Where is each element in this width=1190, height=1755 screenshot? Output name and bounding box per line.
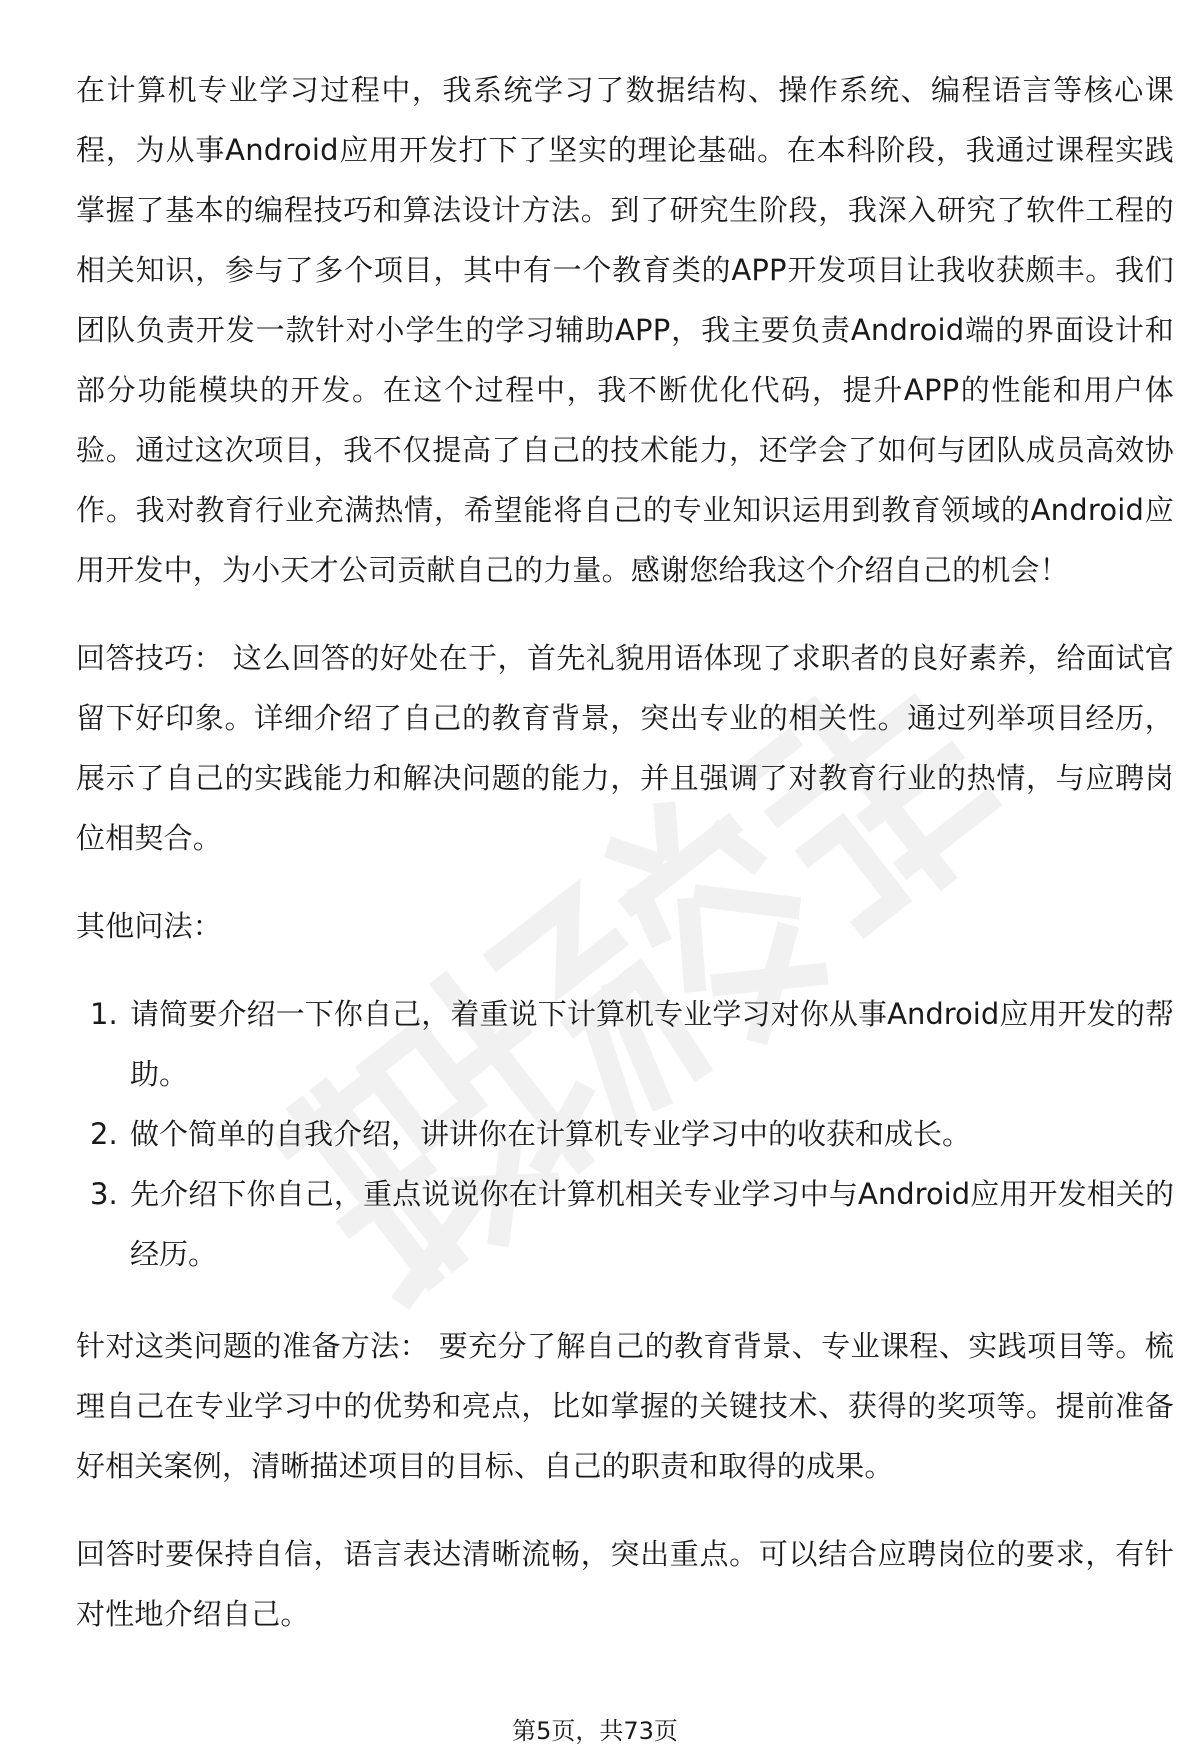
list-item-text: 先介绍下你自己，重点说说你在计算机相关专业学习中与Android应用开发相关的经历。 — [130, 1177, 1174, 1271]
list-item-number: 2. — [90, 1117, 118, 1151]
page-indicator: 第5页，共73页 — [512, 1717, 678, 1745]
list-item-text: 做个简单的自我介绍，讲讲你在计算机专业学习中的收获和成长。 — [130, 1117, 972, 1151]
list-item-number: 1. — [90, 997, 118, 1031]
other-questions-heading: 其他问法： — [76, 909, 223, 943]
preparation-paragraph: 针对这类问题的准备方法： 要充分了解自己的教育背景、专业课程、实践项目等。梳理自己在专业学习中的优势和亮点，比如掌握的关键技术、获得的奖项等。提前准备好相关案例，清晰描述项目的目标、自己的职责和取得的成果。 — [76, 1329, 1174, 1483]
closing-paragraph: 回答时要保持自信，语言表达清晰流畅，突出重点。可以结合应聘岗位的要求，有针对性地介绍自己。 — [76, 1537, 1174, 1631]
list-item — [76, 1104, 1174, 1164]
other-questions-list — [76, 984, 1174, 1284]
list-item — [76, 984, 1174, 1104]
intro-paragraph: 在计算机专业学习过程中，我系统学习了数据结构、操作系统、编程语言等核心课程，为从事Android应用开发打下了坚实的理论基础。在本科阶段，我通过课程实践掌握了基本的编程技巧和算法设计方法。到了研究生阶段，我深入研究了软件工程的相关知识，参与了多个项目，其中有一个教育类的APP开发项目让我收获颇丰。我们团队负责开发一款针对小学生的学习辅助APP，我主要负责Android端的界面设计和部分功能模块的开发。在这个过程中，我不断优化代码，提升APP的性能和用户体验。通过这次项目，我不仅提高了自己的技术能力，还学会了如何与团队成员高效协作。我对教育行业充满热情，希望能将自己的专业知识运用到教育领域的Android应用开发中，为小天才公司贡献自己的力量。感谢您给我这个介绍自己的机会！ — [76, 73, 1174, 587]
list-item-number: 3. — [90, 1177, 118, 1211]
answer-tips-paragraph: 回答技巧： 这么回答的好处在于，首先礼貌用语体现了求职者的良好素养，给面试官留下好印象。详细介绍了自己的教育背景，突出专业的相关性。通过列举项目经历，展示了自己的实践能力和解决问题的能力，并且强调了对教育行业的热情，与应聘岗位相契合。 — [76, 641, 1174, 855]
list-item — [76, 1164, 1174, 1284]
main-content — [76, 60, 1174, 1644]
list-item-text: 请简要介绍一下你自己，着重说下计算机专业学习对你从事Android应用开发的帮助。 — [130, 997, 1174, 1091]
